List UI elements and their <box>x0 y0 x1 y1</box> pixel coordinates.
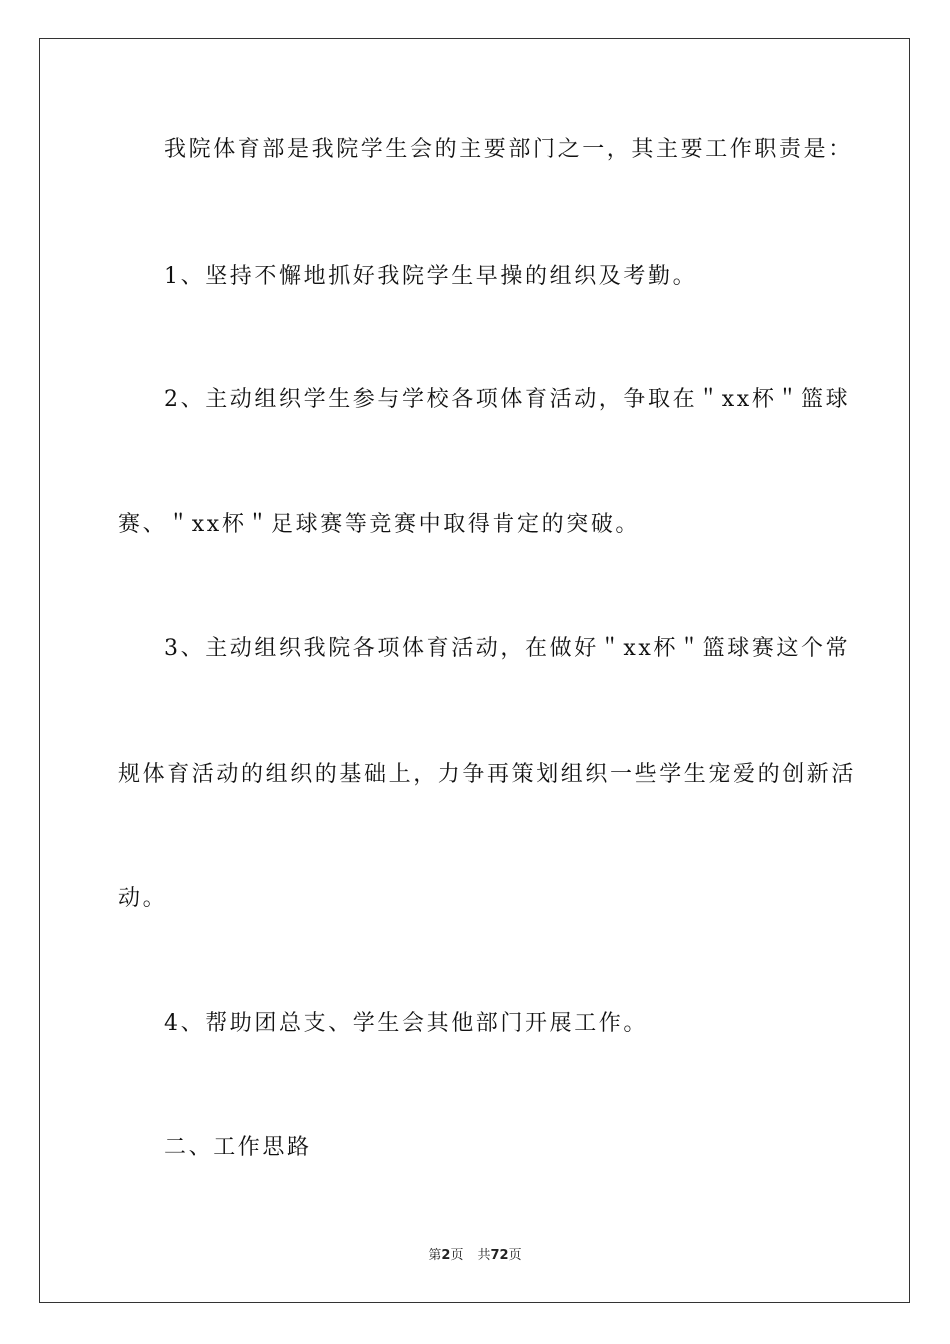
page-frame <box>39 38 910 1303</box>
paragraph-item-1: 1、坚持不懈地抓好我院学生早操的组织及考勤。 <box>164 264 698 289</box>
footer-page-prefix: 第 <box>428 1248 442 1263</box>
section-heading-work-approach: 二、工作思路 <box>164 1135 312 1160</box>
footer-total-suffix: 页 <box>508 1248 522 1263</box>
footer-page-number: 2 <box>441 1248 451 1263</box>
paragraph-item-3-line-2: 规体育活动的组织的基础上，力争再策划组织一些学生宠爱的创新活 <box>118 762 857 787</box>
paragraph-item-2-line-2: 赛、＂xx杯＂足球赛等竞赛中取得肯定的突破。 <box>118 512 641 537</box>
paragraph-item-3-line-1: 3、主动组织我院各项体育活动，在做好＂xx杯＂篮球赛这个常 <box>164 636 851 661</box>
footer-total-pages: 72 <box>490 1248 509 1263</box>
paragraph-item-3-line-3: 动。 <box>118 886 168 911</box>
paragraph-item-2-line-1: 2、主动组织学生参与学校各项体育活动，争取在＂xx杯＂篮球 <box>164 387 851 412</box>
page-footer <box>0 1247 950 1265</box>
footer-total-prefix: 共 <box>477 1248 491 1263</box>
paragraph-item-4: 4、帮助团总支、学生会其他部门开展工作。 <box>164 1011 648 1036</box>
paragraph-intro: 我院体育部是我院学生会的主要部门之一，其主要工作职责是： <box>164 137 853 162</box>
footer-page-suffix: 页 <box>450 1248 464 1263</box>
